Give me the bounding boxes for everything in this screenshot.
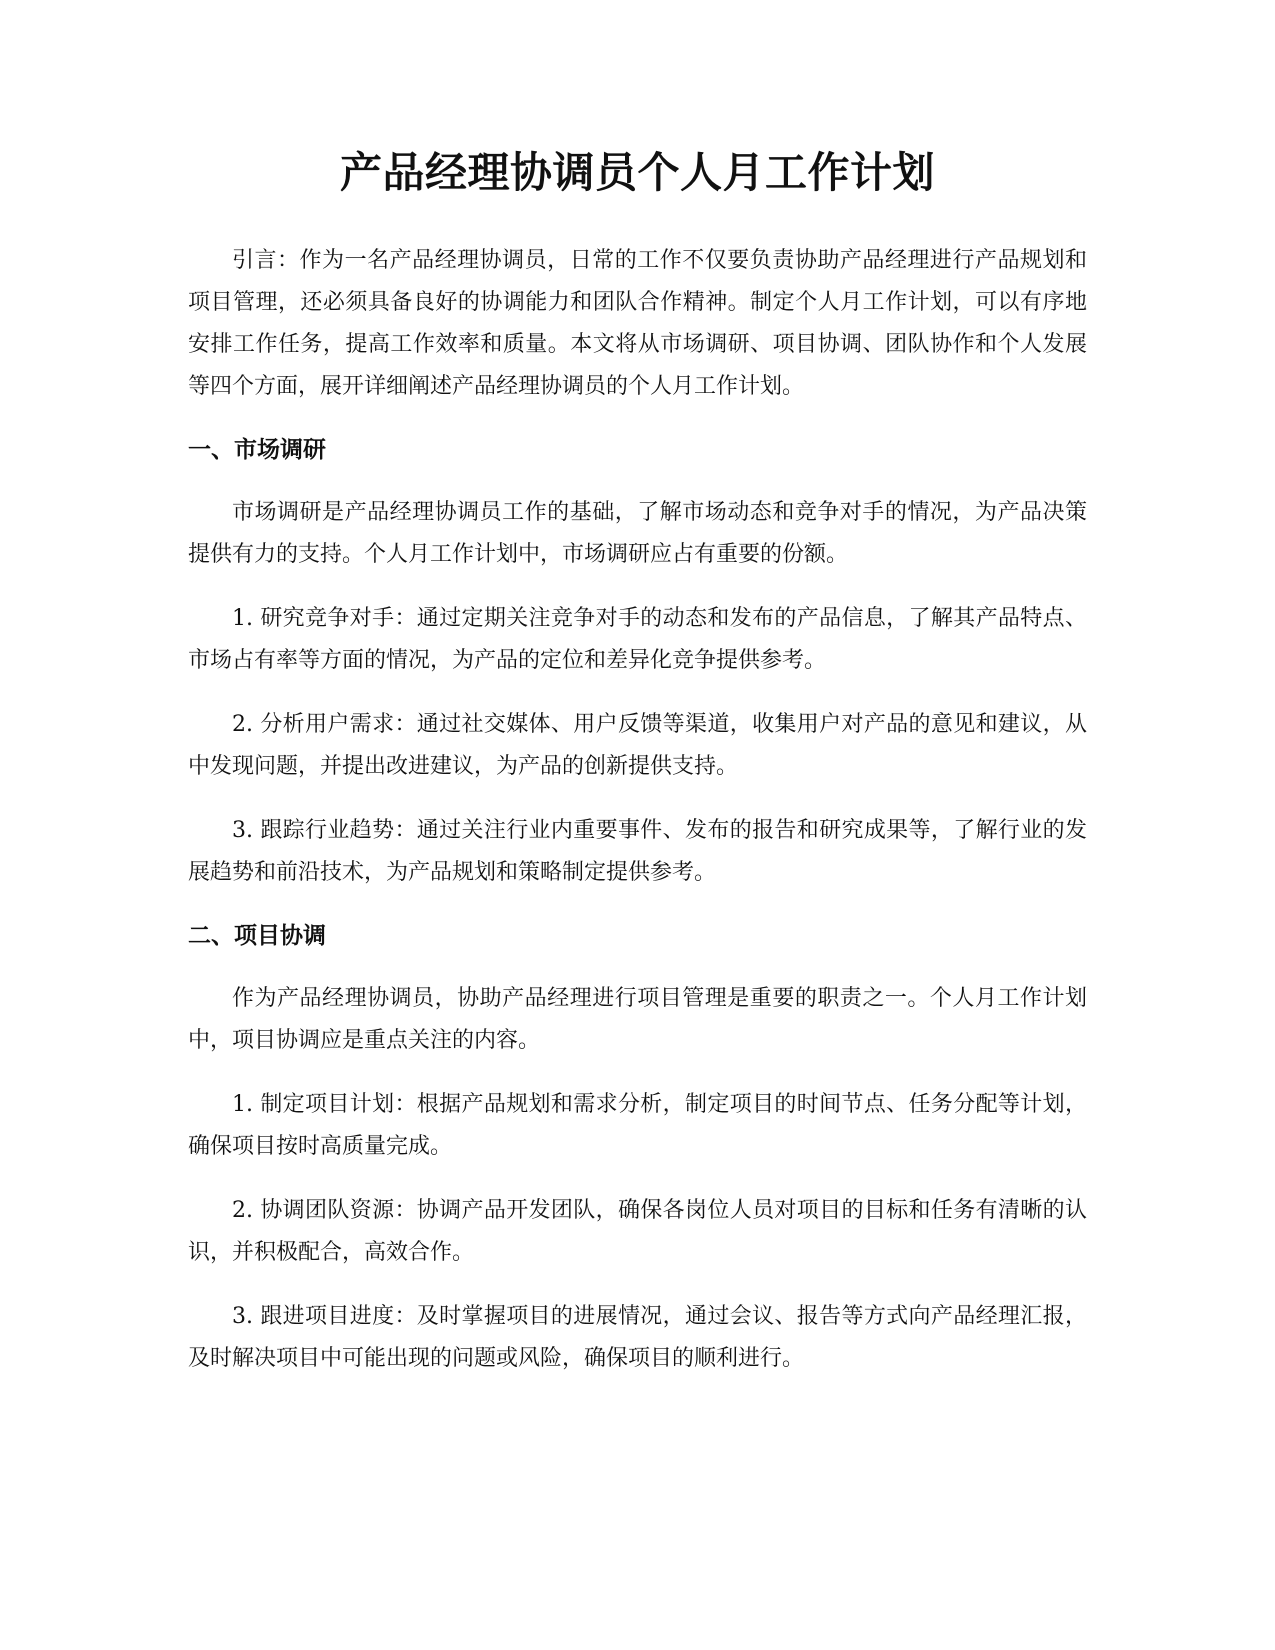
- section-project-coordination: [188, 916, 1087, 1380]
- section-paragraph: 作为产品经理协调员，协助产品经理进行项目管理是重要的职责之一。个人月工作计划中，项目协调应是重点关注的内容。: [188, 986, 1087, 1053]
- section-heading: 二、项目协调: [188, 923, 326, 949]
- document-title: 产品经理协调员个人月工作计划: [339, 148, 935, 197]
- list-item: 1. 制定项目计划：根据产品规划和需求分析，制定项目的时间节点、任务分配等计划，确保项目按时高质量完成。: [188, 1092, 1087, 1159]
- intro-paragraph: 引言：作为一名产品经理协调员，日常的工作不仅要负责协助产品经理进行产品规划和项目管理，还必须具备良好的协调能力和团队合作精神。制定个人月工作计划，可以有序地安排工作任务，提高工作效率和质量。本文将从市场调研、项目协调、团队协作和个人发展等四个方面，展开详细阐述产品经理协调员的个人月工作计划。: [188, 248, 1087, 399]
- list-item: 1. 研究竞争对手：通过定期关注竞争对手的动态和发布的产品信息，了解其产品特点、市场占有率等方面的情况，为产品的定位和差异化竞争提供参考。: [188, 606, 1087, 673]
- section-market-research: [188, 430, 1087, 894]
- section-heading: 一、市场调研: [188, 437, 326, 463]
- list-item: 2. 协调团队资源：协调产品开发团队，确保各岗位人员对项目的目标和任务有清晰的认识，并积极配合，高效合作。: [188, 1198, 1087, 1265]
- list-item: 2. 分析用户需求：通过社交媒体、用户反馈等渠道，收集用户对产品的意见和建议，从中发现问题，并提出改进建议，为产品的创新提供支持。: [188, 712, 1087, 779]
- list-item: 3. 跟进项目进度：及时掌握项目的进展情况，通过会议、报告等方式向产品经理汇报，及时解决项目中可能出现的问题或风险，确保项目的顺利进行。: [188, 1304, 1087, 1371]
- list-item: 3. 跟踪行业趋势：通过关注行业内重要事件、发布的报告和研究成果等，了解行业的发展趋势和前沿技术，为产品规划和策略制定提供参考。: [188, 818, 1087, 885]
- section-paragraph: 市场调研是产品经理协调员工作的基础，了解市场动态和竞争对手的情况，为产品决策提供有力的支持。个人月工作计划中，市场调研应占有重要的份额。: [188, 500, 1087, 567]
- document-body: [188, 240, 1087, 1402]
